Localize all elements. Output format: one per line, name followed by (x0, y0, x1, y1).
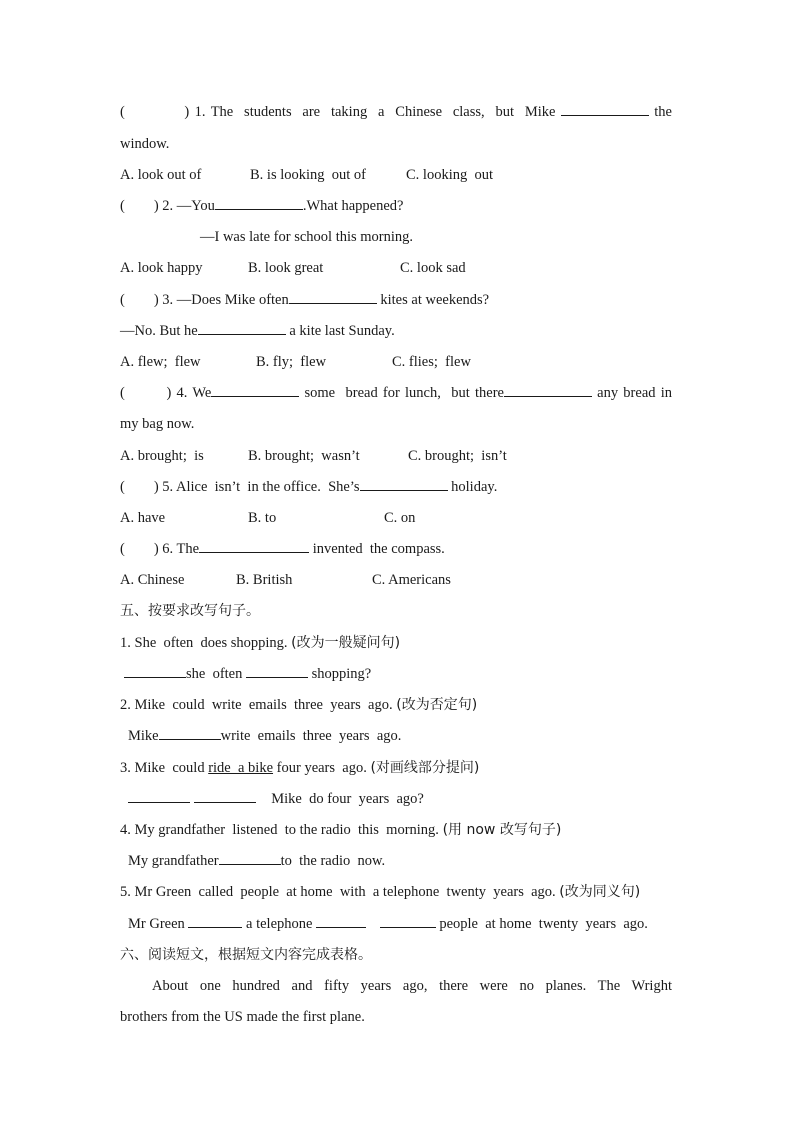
q3-options (120, 350, 672, 374)
s4-pre: My grandfather (128, 853, 219, 869)
q1-option-c: C. looking out (406, 167, 494, 183)
s3-blank-1[interactable] (128, 787, 190, 803)
q5-option-b: B. to (248, 510, 277, 526)
s1-hint: (改为一般疑问句) (291, 635, 401, 651)
q1-number: 1. (194, 104, 206, 120)
q4-paren: ( ) (120, 385, 172, 401)
q6-blank[interactable] (199, 537, 309, 553)
s1-text: 1. She often does shopping. (120, 635, 292, 651)
q2-option-c: C. look sad (400, 260, 466, 276)
s2-hint: (改为否定句) (396, 697, 478, 713)
q4-number: 4. (176, 385, 188, 401)
q1-cont: window. (120, 136, 170, 152)
s2-text: 2. Mike could write emails three years ago. (120, 697, 397, 713)
q4-option-b: B. brought; wasn’t (248, 448, 360, 464)
s2-answer (128, 724, 680, 748)
q3-blank-2[interactable] (198, 319, 286, 335)
s5-answer (128, 912, 672, 936)
q5-paren: ( ) (120, 479, 159, 495)
q2-post: .What happened? (302, 198, 404, 214)
s5-question (120, 880, 672, 904)
q3-post: kites at weekends? (376, 292, 490, 308)
s5-post: people at home twenty years ago. (435, 916, 648, 932)
q3-option-c: C. flies; flew (392, 354, 471, 370)
q1-text: The students are taking a Chinese class, but Mike (210, 104, 556, 120)
q6-paren: ( ) (120, 541, 159, 557)
q6-options (120, 568, 672, 592)
q4-cont: my bag now. (120, 416, 195, 432)
s3-answer (128, 787, 680, 811)
part6-heading: 六、阅读短文，根据短文内容完成表格。 (120, 947, 372, 963)
q5-option-c: C. on (384, 510, 416, 526)
q3-line2-pre: —No. But he (120, 323, 198, 339)
q5-options (120, 506, 672, 530)
q5-line (120, 475, 672, 499)
q3-option-b: B. fly; flew (256, 354, 327, 370)
q2-option-b: B. look great (248, 260, 324, 276)
s1-mid: she often (186, 666, 246, 682)
q1-paren: ( ) (120, 104, 190, 120)
s2-question (120, 693, 672, 717)
s4-text: 4. My grandfather listened to the radio this morning. (120, 822, 443, 838)
s4-post: to the radio now. (280, 853, 386, 869)
q6-line (120, 537, 672, 561)
s5-blank-3[interactable] (380, 912, 436, 928)
s1-blank-2[interactable] (246, 662, 308, 678)
q3-pre: —Does Mike often (176, 292, 289, 308)
s5-pre: Mr Green (128, 916, 189, 932)
q2-option-a: A. look happy (120, 260, 203, 276)
q5-number: 5. (162, 479, 174, 495)
q3-option-a: A. flew; flew (120, 354, 201, 370)
q1-after: the (654, 104, 672, 120)
s4-question (120, 818, 672, 842)
q6-number: 6. (162, 541, 174, 557)
s1-post: shopping? (308, 666, 372, 682)
q4-pre: We (192, 385, 212, 401)
q4-blank-2[interactable] (504, 381, 592, 397)
s4-hint: (用 now 改写句子) (442, 822, 562, 838)
s3-underlined: ride a bike (208, 760, 274, 776)
s3-pre: 3. Mike could (120, 760, 209, 776)
part5-heading: 五、按要求改写句子。 (120, 603, 260, 619)
q3-line (120, 288, 672, 312)
q3-blank-1[interactable] (289, 288, 377, 304)
s5-hint: (改为同义句) (559, 884, 641, 900)
q4-option-a: A. brought; is (120, 448, 204, 464)
q1-option-b: B. is looking out of (250, 167, 367, 183)
s2-post: write emails three years ago. (220, 728, 402, 744)
s5-mid: a telephone (242, 916, 317, 932)
s1-blank-1[interactable] (124, 662, 186, 678)
q2-pre: —You (176, 198, 215, 214)
q3-paren: ( ) (120, 292, 159, 308)
q3-line-2 (120, 319, 672, 343)
q6-option-c: C. Americans (372, 572, 451, 588)
q4-option-c: C. brought; isn’t (408, 448, 507, 464)
q6-option-a: A. Chinese (120, 572, 185, 588)
q6-pre: The (176, 541, 200, 557)
s1-answer (124, 662, 676, 686)
q2-line (120, 194, 672, 218)
s4-answer (128, 849, 680, 873)
q4-line (120, 381, 672, 405)
q5-post: holiday. (447, 479, 498, 495)
q6-option-b: B. British (236, 572, 293, 588)
s5-blank-1[interactable] (188, 912, 242, 928)
q2-paren: ( ) (120, 198, 159, 214)
s1-question (120, 631, 672, 655)
s4-blank[interactable] (219, 849, 281, 865)
q2-reply: —I was late for school this morning. (200, 229, 414, 245)
s3-blank-2[interactable] (194, 787, 256, 803)
q3-number: 3. (162, 292, 174, 308)
q4-post: any bread in (591, 385, 672, 401)
q1-line (120, 100, 672, 124)
part6-paragraph-line-1: About one hundred and fifty years ago, there were no planes. The Wright (152, 978, 672, 994)
q5-option-a: A. have (120, 510, 166, 526)
q1-option-a: A. look out of (120, 167, 202, 183)
q5-pre: Alice isn’t in the office. She’s (176, 479, 360, 495)
s2-pre: Mike (128, 728, 159, 744)
s5-text: 5. Mr Green called people at home with a telephone twenty years ago. (120, 884, 560, 900)
q4-mid: some bread for lunch, but there (299, 385, 504, 401)
s3-answer-text: Mike do four years ago? (271, 791, 424, 807)
q4-blank-1[interactable] (211, 381, 299, 397)
q5-blank[interactable] (360, 475, 448, 491)
s5-blank-2[interactable] (316, 912, 366, 928)
s2-blank[interactable] (159, 724, 221, 740)
s3-hint: (对画线部分提问) (370, 760, 480, 776)
s3-post: four years ago. (273, 760, 371, 776)
q3-line2-post: a kite last Sunday. (285, 323, 395, 339)
part6-paragraph-line-2: brothers from the US made the first plane. (120, 1009, 365, 1025)
q2-options (120, 256, 672, 280)
q1-blank[interactable] (561, 100, 649, 116)
s3-question (120, 756, 672, 780)
q4-options (120, 444, 672, 468)
q6-post: invented the compass. (309, 541, 445, 557)
q2-blank[interactable] (215, 194, 303, 210)
q1-options (120, 163, 672, 187)
q2-number: 2. (162, 198, 174, 214)
